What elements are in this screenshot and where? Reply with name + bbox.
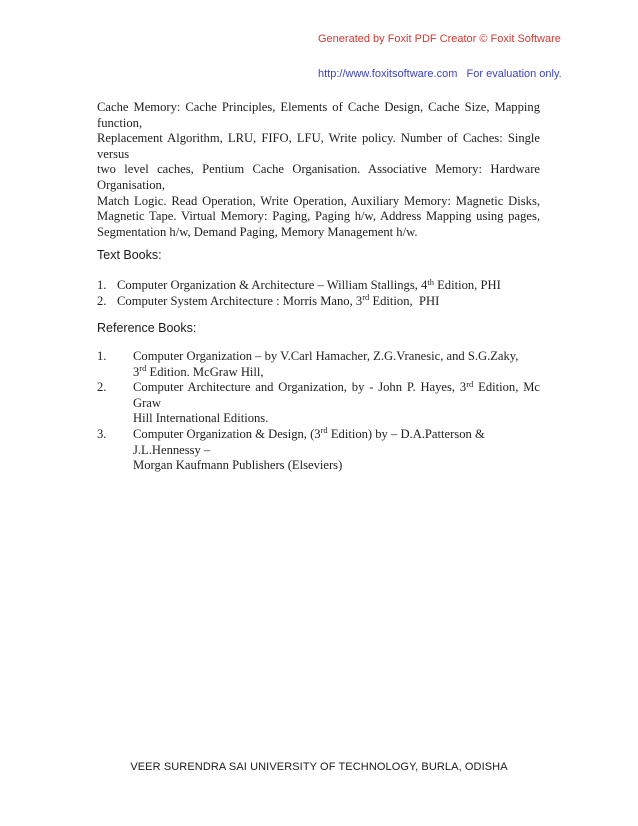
edition-superscript: rd — [139, 363, 147, 374]
list-item — [97, 378, 544, 427]
paragraph-line: two level caches, Pentium Cache Organisation. Associative Memory: Hardware Organisation, — [97, 162, 540, 192]
book-title-text: Computer Architecture and Organization, by - John P. Hayes, 3 — [133, 380, 467, 395]
book-title-text: Computer System Architecture : Morris Mano, 3 — [117, 293, 363, 308]
reference-line — [133, 365, 540, 381]
reference-books-heading: Reference Books: — [97, 321, 197, 335]
list-item-text — [117, 294, 540, 310]
edition-superscript: rd — [362, 292, 370, 303]
reference-line — [133, 378, 544, 411]
syllabus-paragraph — [97, 100, 540, 240]
book-title-text: Edition. McGraw Hill, — [146, 364, 264, 379]
paragraph-line: Magnetic Tape. Virtual Memory: Paging, Paging h/w, Address Mapping using pages, — [97, 209, 540, 224]
book-title-text: Edition) by – D.A.Patterson & J.L.Hennessy – — [133, 426, 488, 457]
text-books-heading: Text Books: — [97, 248, 162, 262]
list-item — [97, 278, 540, 294]
list-item-number: 1. — [97, 349, 107, 363]
foxit-evaluation-stamp — [318, 11, 562, 103]
list-item-text — [133, 349, 540, 380]
reference-books-list — [97, 349, 544, 474]
reference-line: Morgan Kaufmann Publishers (Elseviers) — [133, 458, 343, 473]
edition-superscript: th — [427, 276, 434, 287]
footer-university-name: VEER SURENDRA SAI UNIVERSITY OF TECHNOLOGY, BURLA, ODISHA — [130, 761, 508, 773]
reference-line: Hill International Editions. — [133, 411, 269, 426]
edition-superscript: rd — [466, 378, 474, 389]
list-item — [97, 427, 540, 474]
book-title-text: Computer Organization & Design, (3 — [133, 426, 321, 441]
list-item-number: 2. — [97, 293, 107, 308]
paragraph-line: Segmentation h/w, Demand Paging, Memory Management h/w. — [97, 224, 418, 239]
list-item-text — [117, 278, 540, 294]
stamp-generated-line: Generated by Foxit PDF Creator © Foxit Software — [318, 33, 561, 45]
list-item-number: 2. — [97, 380, 107, 395]
book-title-text: Edition, PHI — [433, 278, 501, 292]
reference-line: Computer Organization – by V.Carl Hamacher, Z.G.Vranesic, and S.G.Zaky, — [133, 349, 519, 363]
paragraph-line: Cache Memory: Cache Principles, Elements of Cache Design, Cache Size, Mapping function, — [97, 100, 540, 130]
stamp-url-line: http://www.foxitsoftware.com For evaluation only. — [318, 67, 562, 80]
paragraph-line: Match Logic. Read Operation, Write Operation, Auxiliary Memory: Magnetic Disks, — [97, 193, 540, 208]
reference-line — [133, 427, 540, 458]
text-books-list — [97, 278, 540, 309]
list-item-number: 1. — [97, 278, 107, 292]
book-title-text: Edition, Mc Graw — [133, 380, 544, 410]
list-item-text — [133, 427, 540, 474]
list-item-text — [133, 378, 544, 427]
list-item — [97, 349, 540, 380]
paragraph-line: Replacement Algorithm, LRU, FIFO, LFU, Write policy. Number of Caches: Single versus — [97, 131, 540, 161]
list-item — [97, 294, 540, 310]
book-title-text: Computer Organization & Architecture – William Stallings, 4 — [117, 278, 428, 292]
edition-superscript: rd — [320, 425, 328, 436]
book-title-text: Edition, PHI — [369, 293, 440, 308]
book-title-text: 3 — [133, 364, 140, 379]
list-item-number: 3. — [97, 426, 107, 441]
